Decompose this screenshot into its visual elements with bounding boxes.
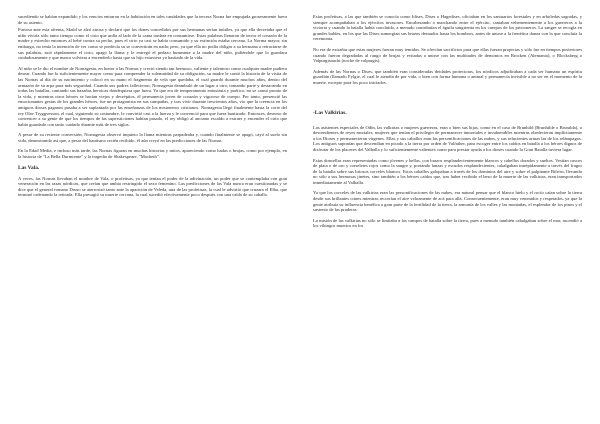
- paragraph: Estas profetisas, a las que también se conocía como Idises, Dises o Hagedises, oficiaban en los santuarios forestales y en arboledas sagradas, y siempre acompañaban a los ejércitos invasores. Encabezando o marchando entre el ejército, cantaban vehementemente a los guerreros a la victoria y cuando la batalla había concluido, a menudo contribuían el águila sangrienta en los cuerpos de los prisioneros. La sangre se recogía en grandes baldes, en los que las Dises sumergían sus brazos desnudos hasta los hombros, antes de unirse a la frenética danza con la que concluía la ceremonia.: [313, 14, 582, 42]
- paragraph: Ya que los corceles de las valkirias eran las personificaciones de las nubes, era natural pensar que el blanco hielo y el rocío caían sobre la tierra desde sus brillantes crines mientras recorrían el aire velozmente de acá para allá. Consecuentemente, eran muy venerados y respetados, ya que la gente atribuía su influencia benéfica a gran parte de la fertilidad de la tierra, la armonía de los valles y las montañas, el esplendor de los pinos y el sustento de las praderas.: [313, 190, 582, 213]
- section-heading-valkirias: -Las Valkirias.: [313, 109, 347, 116]
- section-heading-vala: Las Vala.: [18, 164, 40, 171]
- left-column: [18, 14, 287, 424]
- paragraph: Las asistentes especiales de Odín, las valkirias o mujeres guerreras, eran o bien sus hijas, como en el caso de Brunhild (Brunhilde o Brunilda), o descendientes de reyes mortales, mujeres que tenían el privilegio de permanecer inmortales e invulnerables mientras obedecieran implícitamente a los Dioses y permanecieran vírgenes. Ellas y sus caballos eran las personificaciones de las nubes, y sus relucientes armas las de los relámpagos. Los antiguos suponían que descendían en picado a la tierra por orden de Valfather, para escoger entre los caídos en batalla a los héroes dignos de disfrutar de los placeres del Valhalla y lo suficientemente valientes como para prestar ayuda a los dioses cuando la Gran Batalla tuviera lugar.: [313, 124, 582, 152]
- paragraph: La misión de las valkirias no sólo se limitaba a los campos de batalla sobre la tierra, pues a menudo también cabalgaban sobre el mar, ascendió a los vikingos muertos en los: [313, 217, 582, 229]
- paragraph: En la Edad Media, e incluso más tarde, las Nornas figuran en muchas historias y mitos, apareciendo como hadas o brujas, como por ejemplo, en la historia de "La Bella Durmiente" y la tragedia de Shakespeare, "Macbeth".: [18, 148, 287, 160]
- paragraph: Furiosa ante esta afrenta, Skuld se alzó airosa y declaró que los dones concedidos por sus hermanas serían inútiles, ya que ella decretaba que el niño viviría sólo tanto tiempo como el cirio que ardía al lado de la cama tardara en consumirse. Estas palabras llenaron de terror el corazón de la madre y estrecho entonces al bebé contra su pecho, pues el cirio ya casi se había consumido y su extinción estaba cercana. La Norma mayor, sin embargo, no tenía la intención de ver como se predecía su se convertirán en nada; pero, ya que ella no podía obligar a su hermana a retractarse de sus palabras, asió rápidamente el cirio, apagó la llama y le entregó el pedazo humeante a la madre del niño, pidiéndole que lo guardara cuidadosamente y que nunca volviera a encenderlo hasta que su hijo estuviera ya hastiado de la vida.: [18, 27, 287, 61]
- paragraph: A veces, las Nornas llevaban el nombre de Vala, o profetisas, ya que tenían el poder de la adivinación, un poder que se contemplaba con gran veneración en las razas nórdicas, que creían que ambia restringido el sexo femenino. Las predicciones de las Vala nunca eran cuestionadas y se dice que el general romano Druso se aterrorizó tanto ante la aparición de Veleda, una de las profetisas, la cual le advirtió que cruzara el Elba, que terminó ordenando la retirada. Ella presagió su muerte cercana, la cual sucedió efectivamente poco después con una caída de su caballo.: [18, 175, 287, 198]
- paragraph: Al niño se le dio el nombre de Nornagesta, en honor a las Nornas y creció siendo tan hermoso, valiente y talentoso como cualquier madre pudiera desear. Cuando fue lo suficientemente mayor como para comprender la solemnidad de su obligación, su madre le contó la historia de la visita de las Nornas al día de su nacimiento y colocó en su mano el fragmento de vela que quedaba, el cual guardó durante muchos años, dentro del armazón de su arpa para más seguridad. Cuando sus padres fallecieron, Nornagesta deambuló de un lugar a otro, tomando parte y destacando en todas las batallas, cantando sus hazañas heroicas dondequiera que fuera. Ya que era de temperamento entusiasta y poético, no se cansó pronto de la vida, y mientras otros héroes se hacían viejos y decrépitos, él permanecía joven de corazón y vigoroso de cuerpo. Por tanto, presenció las emocionantes gestas de los grandes héroes, fue un protagonista en sus campañas, y tras vivir durante trescientos años, vio que la creencia en los antiguos dioses paganos pasaba a ser suplantada por las enseñanzas de los misioneros cristianos. Nornagesta llegó finalmente hasta la corte del rey Olav Tryggvesson, el cual, siguiendo su costumbre, le convirtió casi a la fuerza y le convenció para que fuera bautizado. Entonces, deseoso de convencer a su gente de que los tiempos de las supersticiones habían pasado, el rey obligó al anciano escaldo a extraer y encender el cirio que había guardado con tanto cuidado durante más de tres siglos.: [18, 65, 287, 127]
- paragraph: Estas doncellas eran representadas como jóvenes y bellas, con brazos resplandecientemente blancos y cabellos dorados y sueltos. Vestían cascos de plata o de oro y corseletes rojos como la sangre y, portando lanzas y escudos resplandecientes, cabalgaban intrépidamente a través del fragor de la batalla sobre sus briosos corceles blancos. Estos caballos galopaban a través de los dominios del aire y sobre el palpitante Bifröst, llevando no sólo a sus hermosas jinetes, sino también a los héroes caídos que, tras haber recibido el beso de la muerte de las valkirias, eran transportados inmediatamente al Valhalla.: [313, 157, 582, 185]
- paragraph: No era de extrañar que estas mujeres fueran muy temidas. Se ofrecían sacrificios para que ellas fueran propicias y sólo fue en tiempos posteriores cuando fueron degradadas al rango de brujas y evitadas a unirse con las multitudes de demonios en Brocken (Alemania), o Blocksberg o Valpurgisnacht (noche de valpurgis).: [313, 46, 582, 64]
- paragraph: Además de las Nornas o Dises, que también eran consideradas deidades protectoras, los nórdicos adjudicaban a cada ser humano un espíritu guardián (llamado Fylgie, el cual le atendía de por vida, o bien con forma humana o animal y permanecía invisible a no ser en el momento de la muerte, excepto para los poco iniciados.: [313, 68, 582, 85]
- paragraph: A pesar de su reciente conversión, Nornagesta observó inquieto la llama mientras parpadeaba y, cuando finalmente se apagó, cayó al suelo sin vida, demostrando así que, a pesar del bautismo recién recibido, él aún creyó en las predicciones de las Nornas.: [18, 132, 287, 143]
- right-column: [313, 14, 582, 424]
- paragraph: sucediendo se habían expandido y los vencios entraron en la habitación en tales cantidades que la tercera Norna fue empujada groseramente fuera de su asiento.: [18, 14, 287, 25]
